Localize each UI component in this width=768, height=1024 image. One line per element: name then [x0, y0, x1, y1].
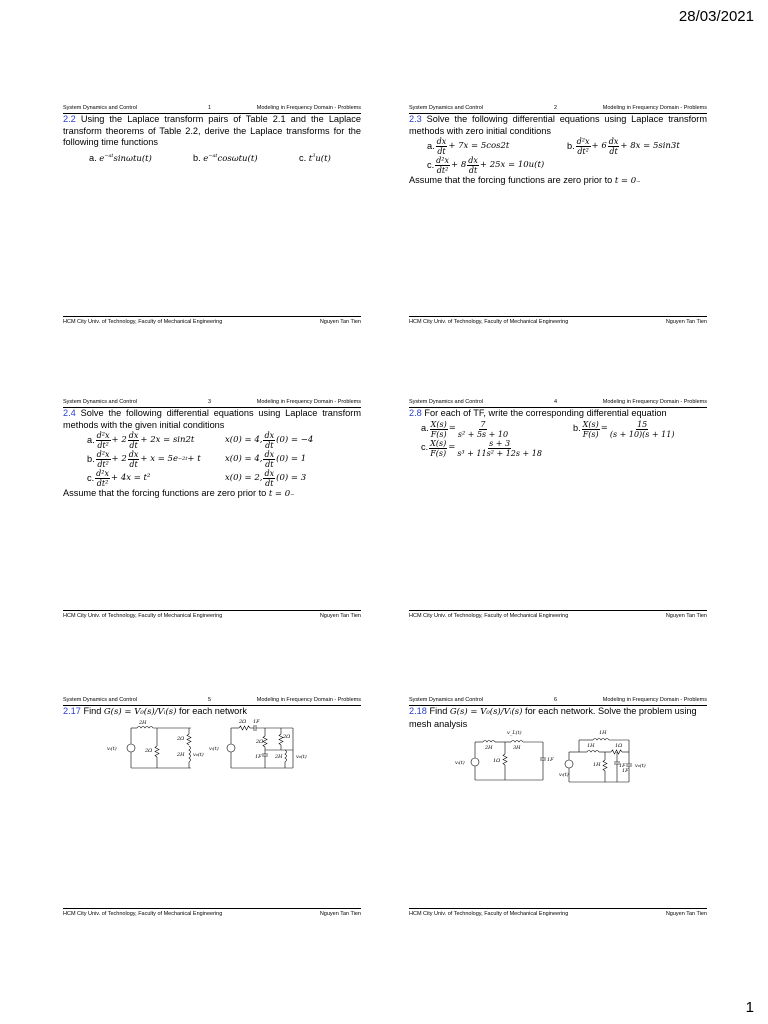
item-a: a. $\frac{\text{d²x}}{\text{dt²}}$ + 2 $\frac{dx}{dt}$ + 2x = sin2t	[87, 431, 195, 450]
header-topic: Modeling in Frequency Domain - Problems	[256, 105, 361, 111]
label-3H: 3H	[513, 745, 521, 751]
problem-text: Solve the following differential equations using Laplace transform methods with zero initial conditions	[409, 114, 707, 136]
slide-body	[63, 114, 361, 165]
footer-author: Nguyen Tan Tien	[665, 911, 707, 917]
slide-footer	[63, 610, 361, 620]
label-2ohm: 2Ω	[256, 739, 264, 745]
footer-institution: HCM City Univ. of Technology, Faculty of Mechanical Engineering	[409, 319, 569, 325]
footer-author: Nguyen Tan Tien	[665, 319, 707, 325]
problem-number: 2.18	[409, 706, 427, 716]
fraction: $\frac{dx}{dt}$	[468, 156, 478, 175]
label-1F: 1F	[622, 768, 629, 774]
fraction: $\frac{dx}{dt}$	[608, 137, 619, 156]
header-topic: Modeling in Frequency Domain - Problems	[256, 399, 361, 405]
slide-4	[409, 398, 707, 620]
slide-number: 2	[554, 105, 558, 111]
equation-row	[409, 420, 707, 439]
slide-header	[63, 696, 361, 706]
problem-note: Assume that the forcing functions are zero prior to t = 0₋	[409, 175, 641, 186]
header-course: System Dynamics and Control	[409, 105, 483, 111]
slide-body	[409, 408, 707, 458]
slide-footer	[409, 316, 707, 326]
item-b: b. $\frac{\text{d²x}}{\text{dt²}}$ + 6 $\frac{dx}{dt}$ + 8x = 5sin3t	[567, 137, 680, 156]
label-1H: 1H	[593, 762, 601, 768]
problem-number: 2.4	[63, 408, 76, 418]
label-1ohm: 1Ω	[493, 758, 501, 764]
header-topic: Modeling in Frequency Domain - Problems	[602, 399, 707, 405]
problem-note: Assume that the forcing functions are zero prior to t = 0₋	[63, 488, 295, 499]
label-2ohm: 2Ω	[283, 734, 291, 740]
item-a: a. $e^{-at}\sin\omega tu(t)$	[89, 152, 152, 164]
slide-body	[409, 706, 707, 730]
header-course: System Dynamics and Control	[409, 697, 483, 703]
label-1F: 1F	[547, 757, 554, 763]
label-2H: 2H	[485, 745, 493, 751]
label-vi: vᵢ(t)	[559, 772, 569, 778]
footer-author: Nguyen Tan Tien	[319, 613, 361, 619]
footer-author: Nguyen Tan Tien	[665, 613, 707, 619]
header-course: System Dynamics and Control	[63, 399, 137, 405]
footer-institution: HCM City Univ. of Technology, Faculty of Mechanical Engineering	[409, 911, 569, 917]
label-2ohm: 2Ω	[239, 719, 247, 725]
slide-number: 4	[554, 399, 558, 405]
initial-conditions-c: x(0) = 2, $\frac{dx}{dt}$ (0) = 3	[225, 469, 307, 488]
equation-row	[409, 439, 707, 458]
label-vo: v₀(t)	[296, 754, 307, 760]
label-vo: v₀(t)	[635, 763, 646, 769]
problem-number: 2.17	[63, 706, 81, 716]
item-c: c. $\frac{\text{d²x}}{\text{dt²}}$ + 4x = t²	[87, 469, 151, 488]
problem-number: 2.8	[409, 408, 422, 418]
slide-footer	[409, 610, 707, 620]
header-topic: Modeling in Frequency Domain - Problems	[602, 697, 707, 703]
label-1F: 1F	[255, 754, 262, 760]
slide-header	[409, 104, 707, 114]
header-course: System Dynamics and Control	[63, 105, 137, 111]
item-a: a. $\frac{dx}{dt}$ + 7x = 5cos2t	[427, 137, 510, 156]
problem-statement	[409, 408, 707, 420]
slide-number: 1	[208, 105, 212, 111]
slide-body	[63, 706, 361, 719]
initial-conditions-a: x(0) = 4, $\frac{dx}{dt}$ (0) = −4	[225, 431, 314, 450]
problem-statement: 2.18 Find G(s) = V₀(s)/Vᵢ(s) for each network. Solve the problem using mesh analysis	[409, 706, 697, 729]
document-date: 28/03/2021	[678, 8, 754, 25]
label-2H: 2H	[139, 720, 147, 726]
footer-institution: HCM City Univ. of Technology, Faculty of Mechanical Engineering	[63, 911, 223, 917]
item-c: c. $t^3u(t)$	[299, 152, 331, 164]
footer-author: Nguyen Tan Tien	[319, 911, 361, 917]
problem-text: For each of TF, write the corresponding differential equation	[424, 408, 667, 418]
problem-number: 2.3	[409, 114, 422, 124]
problem-text: Solve the following differential equations using Laplace transform methods with the given initial conditions	[63, 408, 361, 430]
header-course: System Dynamics and Control	[63, 697, 137, 703]
fraction: $\frac{dx}{dt}$	[436, 137, 447, 156]
footer-author: Nguyen Tan Tien	[319, 319, 361, 325]
slide-6	[409, 696, 707, 918]
item-b: b. $e^{-at}\cos\omega tu(t)$	[193, 152, 258, 164]
problem-items	[63, 151, 361, 166]
label-2H: 2H	[275, 754, 283, 760]
slide-number: 5	[208, 697, 212, 703]
label-vi: vᵢ(t)	[455, 760, 465, 766]
slide-body	[409, 114, 707, 188]
circuit-diagram-b	[209, 720, 319, 772]
label-vi: vᵢ(t)	[209, 746, 219, 752]
header-topic: Modeling in Frequency Domain - Problems	[602, 105, 707, 111]
slide-2	[409, 104, 707, 326]
header-topic: Modeling in Frequency Domain - Problems	[256, 697, 361, 703]
equation-row	[409, 156, 707, 175]
label-2ohm: 2Ω	[145, 748, 153, 754]
equation-row	[63, 469, 361, 488]
footer-institution: HCM City Univ. of Technology, Faculty of Mechanical Engineering	[63, 319, 223, 325]
slide-header	[63, 104, 361, 114]
label-1ohm: 1Ω	[615, 743, 623, 749]
problem-statement: 2.17 Find G(s) = V₀(s)/Vᵢ(s) for each network	[63, 706, 247, 717]
item-b: b. $\frac{X(s)}{F(s)}$ = $\frac{15}{(s + 10)(s + 11)}$	[573, 419, 675, 439]
fraction: $\frac{\text{d²x}}{\text{dt²}}$	[436, 156, 449, 175]
slide-header	[409, 696, 707, 706]
equation-row	[63, 450, 361, 469]
circuit-diagram-a	[107, 720, 204, 772]
problem-statement	[63, 114, 361, 149]
slide-footer	[63, 316, 361, 326]
equation-row	[409, 137, 707, 156]
label-vl: v_L(t)	[507, 730, 522, 736]
slide-number: 3	[208, 399, 212, 405]
slide-body	[63, 408, 361, 501]
item-b: b. $\frac{\text{d²x}}{\text{dt²}}$ + 2 $\frac{dx}{dt}$ + x = 5e −2t + t	[87, 450, 201, 469]
initial-conditions-b: x(0) = 4, $\frac{dx}{dt}$ (0) = 1	[225, 450, 307, 469]
circuit-diagram-b	[559, 730, 665, 786]
label-2H: 2H	[177, 752, 185, 758]
item-c: c. $\frac{\text{d²x}}{\text{dt²}}$ + 8 $\frac{dx}{dt}$ + 25x = 10u(t)	[427, 156, 545, 175]
slide-5	[63, 696, 361, 918]
item-a: a. $\frac{X(s)}{F(s)}$ = $\frac{7}{\text{s² + 5s + 10}}$	[421, 419, 509, 439]
label-vi: vᵢ(t)	[107, 746, 117, 752]
fraction: $\frac{\text{d²x}}{\text{dt²}}$	[576, 137, 590, 156]
label-1H: 1H	[587, 743, 595, 749]
slide-footer	[63, 908, 361, 918]
problem-statement	[63, 408, 361, 431]
label-2ohm: 2Ω	[177, 736, 185, 742]
slide-header	[409, 398, 707, 408]
slide-header	[63, 398, 361, 408]
circuit-diagram-a	[455, 730, 555, 782]
item-c: c. $\frac{X(s)}{F(s)}$ = $\frac{s + 3}{\text{s³ + 11s² + 12s + 18}}$	[421, 438, 542, 458]
label-1F: 1F	[619, 763, 626, 769]
slide-1	[63, 104, 361, 326]
page-number: 1	[745, 999, 754, 1016]
problem-text: Using the Laplace transform pairs of Table 2.1 and the Laplace transform theorems of Table 2.2, derive the Laplace transforms for the following time functions	[63, 114, 361, 147]
slide-number: 6	[554, 697, 558, 703]
footer-institution: HCM City Univ. of Technology, Faculty of Mechanical Engineering	[63, 613, 223, 619]
slide-footer	[409, 908, 707, 918]
label-1H: 1H	[599, 730, 607, 736]
footer-institution: HCM City Univ. of Technology, Faculty of Mechanical Engineering	[409, 613, 569, 619]
equation-row	[63, 431, 361, 450]
header-course: System Dynamics and Control	[409, 399, 483, 405]
problem-statement	[409, 114, 707, 137]
slide-3	[63, 398, 361, 620]
problem-number: 2.2	[63, 114, 76, 124]
label-1F: 1F	[253, 719, 260, 725]
label-vo: v₀(t)	[193, 752, 204, 758]
